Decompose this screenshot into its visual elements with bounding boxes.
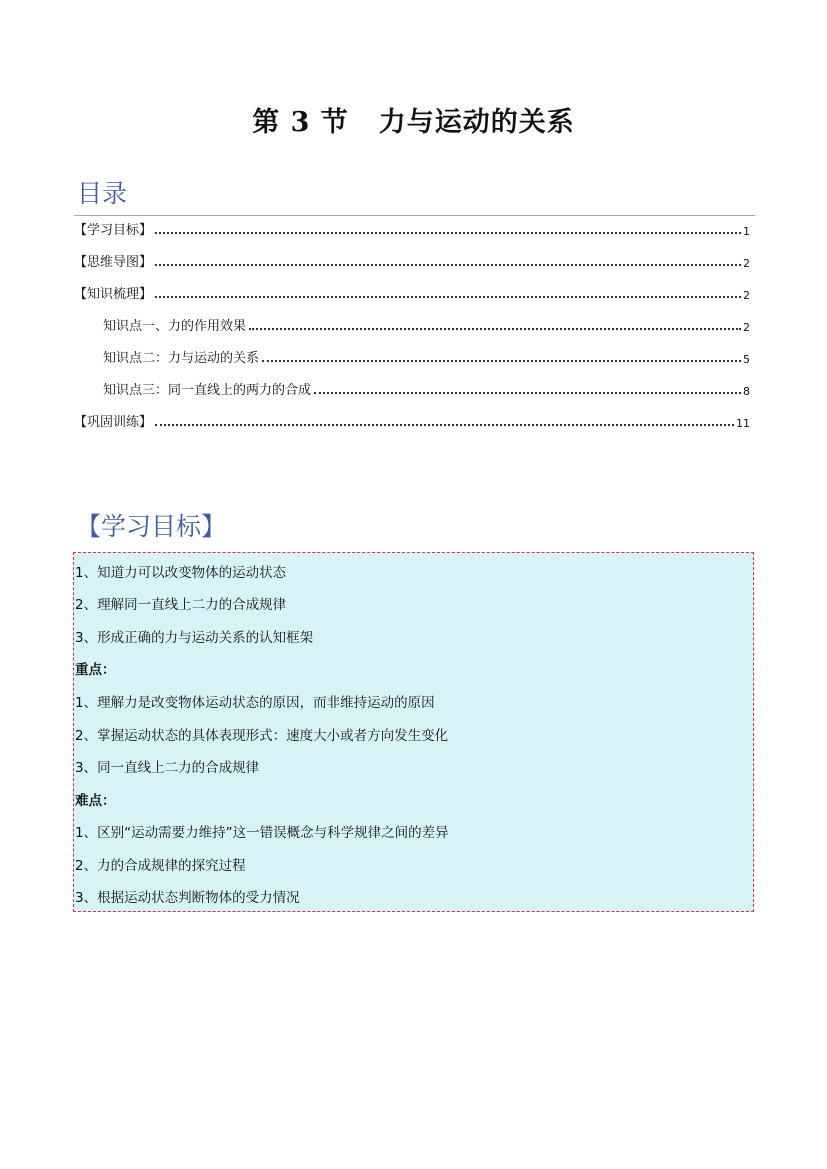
goal-line: 1、理解力是改变物体运动状态的原因，而非维持运动的原因 <box>75 695 435 711</box>
toc-entry-practice[interactable] <box>74 410 750 430</box>
toc-entry-page: 2 <box>743 321 750 334</box>
section-topic: 力与运动的关系 <box>378 107 575 138</box>
toc-entry-label: 【巩固训练】 <box>74 415 153 430</box>
learning-goals-heading: 【学习目标】 <box>76 512 227 541</box>
toc-entry-point-3[interactable] <box>103 378 750 398</box>
learning-goals-box <box>73 552 754 912</box>
section-number: 第 3 节 <box>252 107 349 138</box>
toc-entry-label: 知识点三：同一直线上的两力的合成 <box>103 383 312 398</box>
toc-heading: 目录 <box>77 179 128 208</box>
toc-entry-page: 8 <box>743 385 750 398</box>
goal-line: 1、知道力可以改变物体的运动状态 <box>75 565 287 581</box>
toc-leader-dots <box>155 232 741 234</box>
difficult-points-label: 难点： <box>75 793 116 809</box>
toc-entry-page: 1 <box>743 225 750 238</box>
toc-leader-dots <box>249 328 741 330</box>
toc-entry-label: 【知识梳理】 <box>74 287 153 302</box>
toc-entry-label: 【学习目标】 <box>74 223 153 238</box>
toc-leader-dots <box>155 424 734 426</box>
toc-entry-learning-goals[interactable] <box>74 218 750 238</box>
toc-entry-page: 2 <box>743 257 750 270</box>
toc-leader-dots <box>155 296 741 298</box>
toc-entry-label: 知识点二：力与运动的关系 <box>103 351 260 366</box>
goal-line: 2、掌握运动状态的具体表现形式：速度大小或者方向发生变化 <box>75 728 449 744</box>
toc-leader-dots <box>155 264 741 266</box>
toc-entry-label: 知识点一、力的作用效果 <box>103 319 247 334</box>
goal-line: 3、同一直线上二力的合成规律 <box>75 760 260 776</box>
goal-line: 3、根据运动状态判断物体的受力情况 <box>75 890 300 906</box>
toc-leader-dots <box>262 360 741 362</box>
page-title <box>0 100 827 139</box>
toc-leader-dots <box>314 392 741 394</box>
toc-entry-point-2[interactable] <box>103 346 750 366</box>
toc-entry-point-1[interactable] <box>103 314 750 334</box>
goal-line: 2、理解同一直线上二力的合成规律 <box>75 597 287 613</box>
toc-entry-page: 2 <box>743 289 750 302</box>
toc-divider <box>74 215 755 216</box>
key-points-label: 重点： <box>75 662 116 678</box>
toc-entry-knowledge-review[interactable] <box>74 282 750 302</box>
toc-entry-mind-map[interactable] <box>74 250 750 270</box>
toc-entry-page: 11 <box>736 417 750 430</box>
goal-line: 1、区别“运动需要力维持”这一错误概念与科学规律之间的差异 <box>75 825 449 841</box>
toc-entry-label: 【思维导图】 <box>74 255 153 270</box>
goal-line: 2、力的合成规律的探究过程 <box>75 858 246 874</box>
toc-entry-page: 5 <box>743 353 750 366</box>
goal-line: 3、形成正确的力与运动关系的认知框架 <box>75 630 314 646</box>
